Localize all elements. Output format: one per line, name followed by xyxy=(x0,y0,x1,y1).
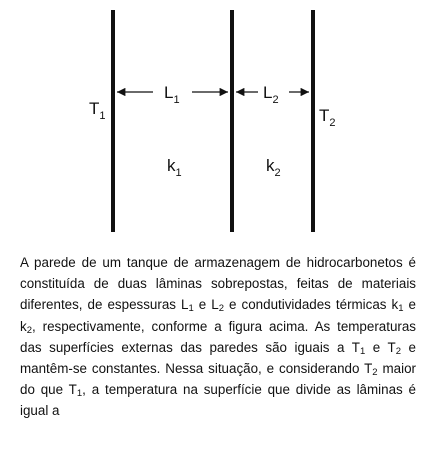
k2-label: $k_2$ xyxy=(266,156,281,179)
t2-label: $T_2$ xyxy=(319,106,336,129)
l1-label: $L_1$ xyxy=(164,83,180,106)
t1-label: $T_1$ xyxy=(89,99,106,122)
k1-label: $k_1$ xyxy=(167,156,182,179)
l2-label: $L_2$ xyxy=(263,83,279,106)
question-text: A parede de um tanque de armazenagem de hidrocarbonetos é constituída de duas lâminas sobrepostas, feitas de materiais diferentes, de espessuras $L_1$ e $L_2$ e condutividades térmicas $k_1$ e $k_2$, respectivamente, conforme a figura acima. As temperaturas das superfícies externas das paredes são iguais a $T_1$ e $T_2$ e mantêm-se constantes. Nessa situação, e considerando $T_2$ maior do que $T_1$, a temperatura na superfície que divide as lâminas é igual a xyxy=(20,255,417,419)
